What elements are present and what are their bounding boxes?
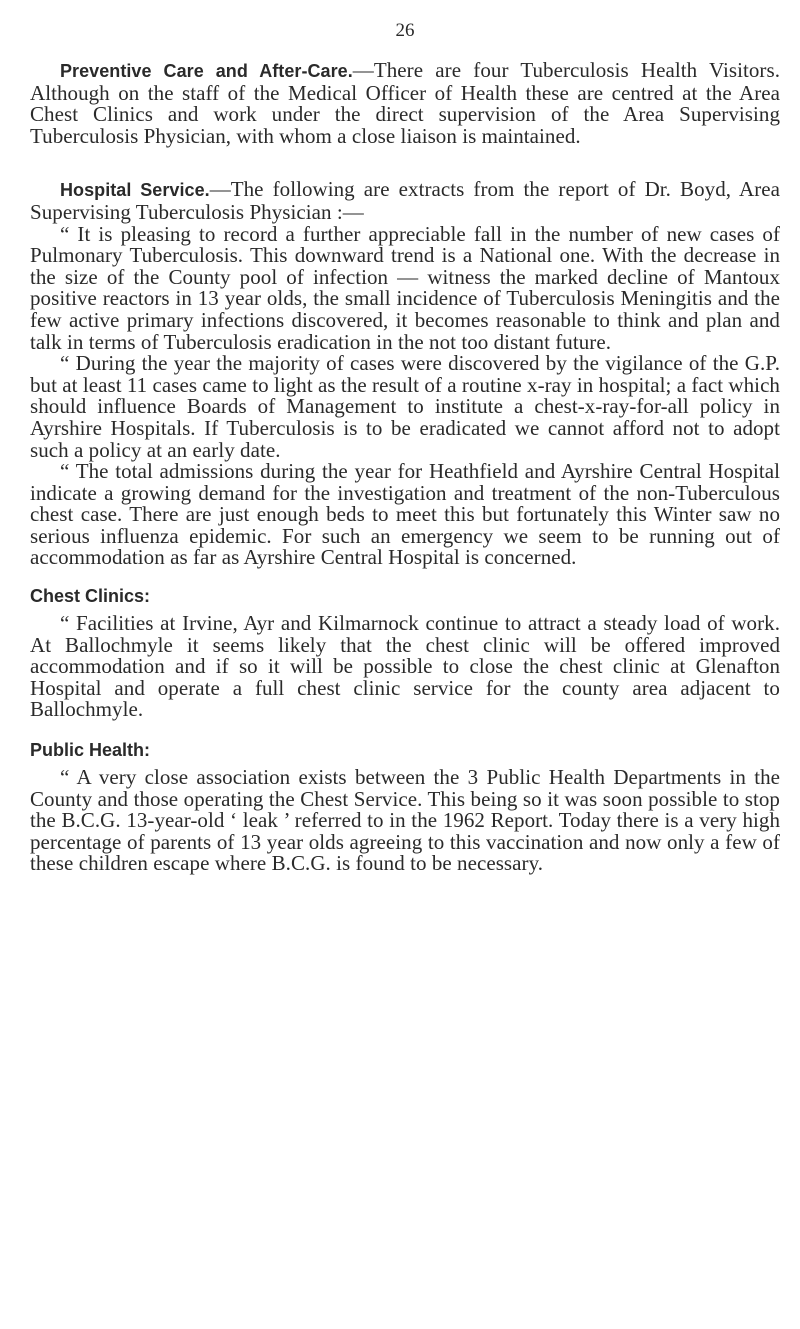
preventive-care-paragraph bbox=[30, 60, 780, 147]
preventive-care-heading: Preventive Care and After-Care. bbox=[60, 61, 353, 81]
chest-clinics-section bbox=[30, 585, 780, 721]
public-health-section bbox=[30, 739, 780, 875]
chest-clinics-heading: Chest Clinics: bbox=[30, 586, 151, 607]
hospital-service-intro: —The following are extracts from the report of Dr. Boyd, Area Supervising Tuberculosis Physician :— bbox=[30, 177, 780, 224]
hospital-service-section bbox=[30, 179, 780, 569]
hospital-service-heading: Hospital Service. bbox=[60, 180, 210, 201]
preventive-care-section bbox=[30, 60, 780, 147]
hospital-paragraph-2: “ During the year the majority of cases were discovered by the vigilance of the G.P. but at least 11 cases came to light as the result of a routine x-ray in hospital; a fact which should influence Boards of Management to institute a chest-x-ray-for-all policy in Ayrshire Hospitals. If Tuberculosis is to be eradicated we cannot afford not to adopt such a policy at an early date. bbox=[30, 351, 780, 462]
page-number: 26 bbox=[395, 20, 415, 41]
preventive-care-text: —There are four Tuberculosis Health Visitors. Although on the staff of the Medical Officer of Health these are centred at the Area Chest Clinics and work under the direct supervision of the Area Supervising Tuberculosis Physician, with whom a close liaison is maintained. bbox=[30, 58, 780, 148]
chest-clinics-paragraph: “ Facilities at Irvine, Ayr and Kilmarnock continue to attract a steady load of work. At Ballochmyle it seems likely that the chest clinic will be offered improved accommodation and if so it will be possible to close the chest clinic at Glenafton Hospital and operate a full chest clinic service for the county area adjacent to Ballochmyle. bbox=[30, 611, 780, 722]
public-health-paragraph: “ A very close association exists between the 3 Public Health Departments in the County and those operating the Chest Service. This being so it was soon possible to stop the B.C.G. 13-year-old ‘ leak ’ referred to in the 1962 Report. Today there is a very high percentage of parents of 13 year olds agreeing to this vaccination and now only a few of these children escape where B.C.G. is found to be necessary. bbox=[30, 765, 780, 876]
hospital-service-intro-paragraph bbox=[30, 179, 780, 223]
public-health-heading: Public Health: bbox=[30, 740, 151, 761]
hospital-paragraph-3: “ The total admissions during the year for Heathfield and Ayrshire Central Hospital indicate a growing demand for the investigation and treatment of the non-Tuberculous chest case. There are just enough beds to meet this but fortunately this Winter saw no serious influenza epidemic. For such an emergency we seem to be running out of accommodation as far as Ayrshire Central Hospital is concerned. bbox=[30, 459, 780, 570]
hospital-paragraph-1: “ It is pleasing to record a further appreciable fall in the number of new cases of Pulmonary Tuberculosis. This downward trend is a National one. With the decrease in the size of the County pool of infection — witness the marked decline of Mantoux positive reactors in 13 year olds, the small incidence of Tuberculosis Meningitis and the few active primary infections discovered, it becomes reasonable to think and plan and talk in terms of Tuberculosis eradication in the not too distant future. bbox=[30, 221, 780, 354]
